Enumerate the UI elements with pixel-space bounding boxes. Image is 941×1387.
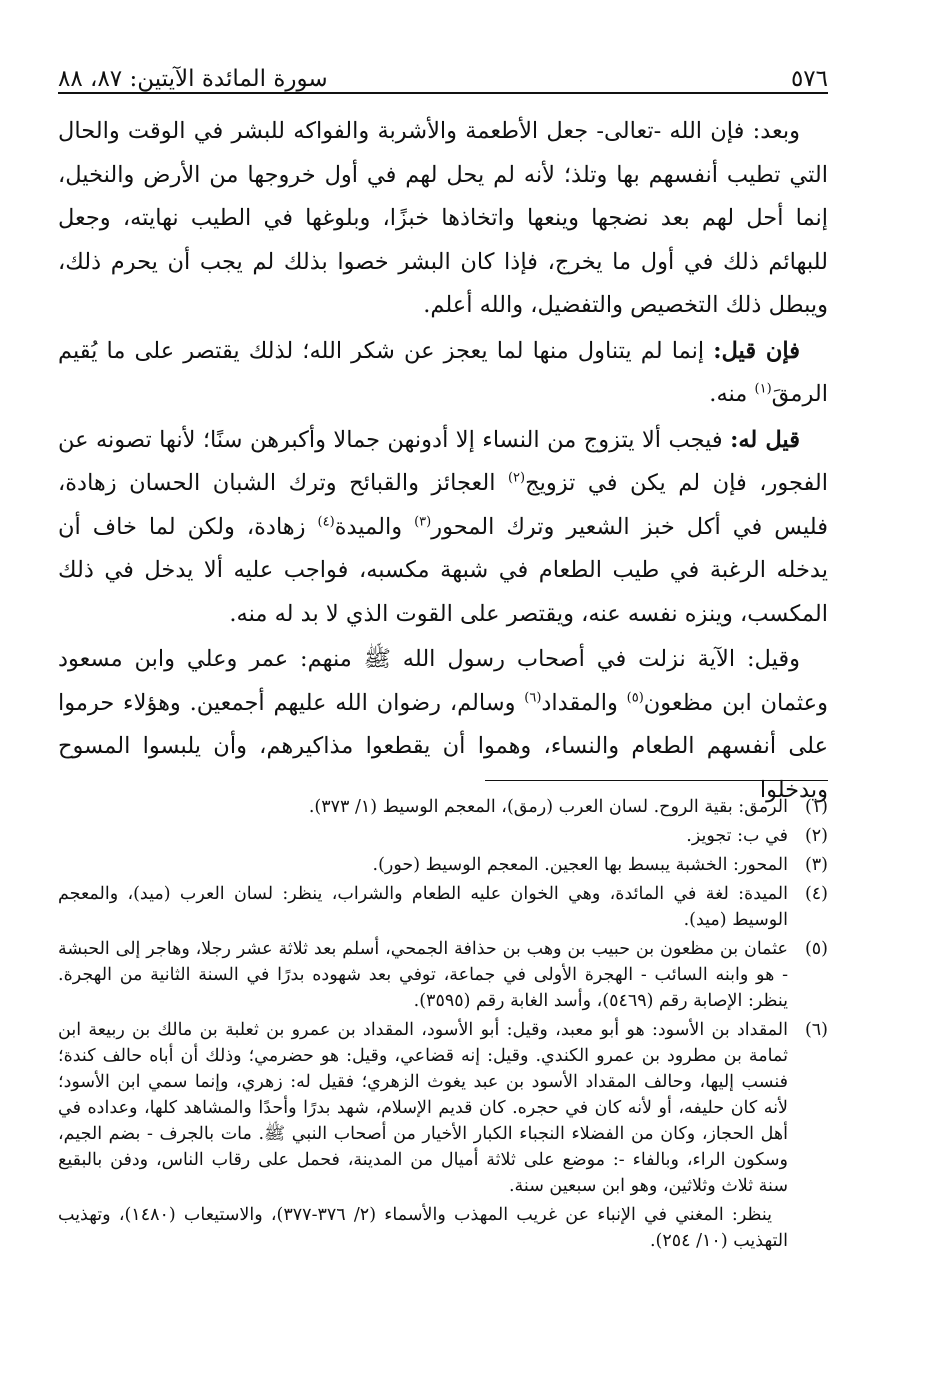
footnote-number: (٣) bbox=[804, 855, 828, 875]
body-paragraph bbox=[58, 638, 828, 812]
footnote-separator bbox=[485, 780, 828, 781]
footnote-text: في ب: تجويز. bbox=[686, 826, 788, 846]
text-run: فيجب ألا يتزوج من النساء إلا أدونهن جمالا وأكبرهن سنًا؛ لأنها تصونه عن الفجور، فإن لم يكن في تزويج bbox=[58, 426, 828, 496]
page-number: ٥٧٦ bbox=[790, 66, 828, 92]
footnote-number: (٤) bbox=[804, 884, 828, 904]
footnote bbox=[58, 794, 828, 820]
text-run: منه. bbox=[709, 381, 755, 407]
running-title: سورة المائدة الآيتين: ٨٧، ٨٨ bbox=[58, 66, 328, 92]
paragraph-lead: فإن قيل: bbox=[713, 337, 801, 364]
text-run: وسالم، رضوان الله عليهم أجمعين. وهؤلاء حرموا على أنفسهم الطعام والنساء، وهموا أن يقطعوا مذاكيرهم، وأن يلبسوا المسوح ويدخلوا bbox=[58, 689, 828, 803]
footnote-marker[interactable]: (٥) bbox=[626, 690, 644, 705]
footnote-number: (١) bbox=[804, 797, 828, 817]
footnote bbox=[58, 881, 828, 933]
text-run: وبعد: فإن الله -تعالى- جعل الأطعمة والأشربة والفواكه للبشر في الوقت والحال التي تطيب أنفسهم بها وتلذ؛ لأنه لم يحل لهم في أول خروجها من الأرض والنخيل، إنما أحل لهم بعد نضجها وينعها واتخاذها خبزًا، وبلوغها في الطيب نهايته، وجعل للبهائم ذلك في أول ما يخرج، فإذا كان البشر خصوا بذلك لم يجب أن يحرم ذلك، ويبطل ذلك التخصيص والتفضيل، والله أعلم. bbox=[58, 118, 828, 318]
footnote-number: (٦) bbox=[804, 1020, 828, 1040]
footnote bbox=[58, 823, 828, 849]
footnote-marker[interactable]: (٣) bbox=[414, 514, 432, 529]
footnotes bbox=[58, 794, 828, 1254]
footnote-text: الميدة: لغة في المائدة، وهي الخوان عليه الطعام والشراب، ينظر: لسان العرب (ميد)، والمعجم الوسيط (ميد). bbox=[58, 884, 788, 930]
text-run: العجائز والقبائح وترك الشبان الحسان زهادة، فليس في أكل خبز الشعير وترك المحور bbox=[58, 470, 828, 540]
text-run: زهادة، ولكن لما خاف أن يدخله الرغبة في طيب الطعام في شبهة مكسبه، فواجب عليه ألا يدخل في ذلك المكسب، وينزه نفسه عنه، ويقتصر على القوت الذي لا بد له منه. bbox=[58, 513, 828, 627]
paragraph-lead: قيل له: bbox=[730, 426, 800, 453]
text-run: والميدة bbox=[334, 513, 415, 540]
text-run: والمقداد bbox=[541, 689, 627, 716]
header-rule bbox=[58, 92, 828, 94]
footnote-marker[interactable]: (٦) bbox=[524, 690, 542, 705]
text-run: إنما لم يتناول منها لما يعجز عن شكر الله؛ لذلك يقتصر على ما يُقيم الرمقَ bbox=[58, 337, 828, 407]
footnote-number: (٢) bbox=[804, 826, 828, 846]
footnote-text: عثمان بن مظعون بن حبيب بن وهب بن حذافة الجمحي، أسلم بعد ثلاثة عشر رجلا، وهاجر إلى الحبشة - هو وابنه السائب - الهجرة الأولى في جماعة، توفي بعد شهوده بدرًا في السنة الثانية من الهجرة. ينظر: الإصابة رقم (٥٤٦٩)، وأسد الغابة رقم (٣٥٩٥). bbox=[58, 939, 788, 1011]
footnote bbox=[58, 1017, 828, 1199]
body-paragraph bbox=[58, 110, 828, 328]
footnote-marker[interactable]: (٤) bbox=[317, 514, 335, 529]
footnote-text: المحور: الخشبة يبسط بها العجين. المعجم الوسيط (حور). bbox=[372, 855, 788, 875]
footnote-list bbox=[58, 794, 828, 1199]
footnote-text: الرمق: بقية الروح. لسان العرب (رمق)، المعجم الوسيط (١/ ٣٧٣). bbox=[308, 797, 788, 817]
body-paragraph bbox=[58, 419, 828, 637]
footnote bbox=[58, 852, 828, 878]
text-run: وقيل: الآية نزلت في أصحاب رسول الله ﷺ منهم: عمر وعلي وابن مسعود وعثمان ابن مظعون bbox=[58, 646, 828, 716]
footnote-marker[interactable]: (١) bbox=[754, 381, 772, 397]
footnote bbox=[58, 936, 828, 1014]
footnote-marker[interactable]: (٢) bbox=[507, 470, 526, 486]
main-text bbox=[58, 110, 828, 812]
body-paragraph bbox=[58, 330, 828, 417]
footnote-references: ينظر: المغني في الإنباء عن غريب المهذب والأسماء (٢/ ٣٧٦-٣٧٧)، والاستيعاب (١٤٨٠)، وتهذيب التهذيب (١٠/ ٢٥٤). bbox=[58, 1205, 788, 1251]
book-page bbox=[58, 48, 828, 1251]
footnote-text: المقداد بن الأسود: هو أبو معبد، وقيل: أبو الأسود، المقداد بن عمرو بن ثعلبة بن مالك بن ربيعة ابن ثمامة بن مطرود بن عمرو الكندي. وقيل: إنه قضاعي، وقيل: هو حضرمي؛ وذلك أن أباه حالف كندة؛ فنسب إليها، وحالف المقداد الأسود بن عبد يغوث الزهري؛ فقيل له: زهري، وإنما سمي ابن الأسود؛ لأنه كان حليفه، أو لأنه كان في حجره. كان قديم الإسلام، شهد بدرًا وأحدًا والمشاهد كلها، وعداده في أهل الحجاز، وكان من الفضلاء النجباء الكبار الأخيار من أصحاب النبي ﷺ. مات بالجرف - بضم الجيم، وسكون الراء، وبالفاء -: موضع على ثلاثة أميال من المدينة، فحمل على رقاب الناس، ودفن بالبقيع سنة ثلاث وثلاثين، وهو ابن سبعين سنة. bbox=[58, 1020, 788, 1196]
footnote-number: (٥) bbox=[804, 939, 828, 959]
